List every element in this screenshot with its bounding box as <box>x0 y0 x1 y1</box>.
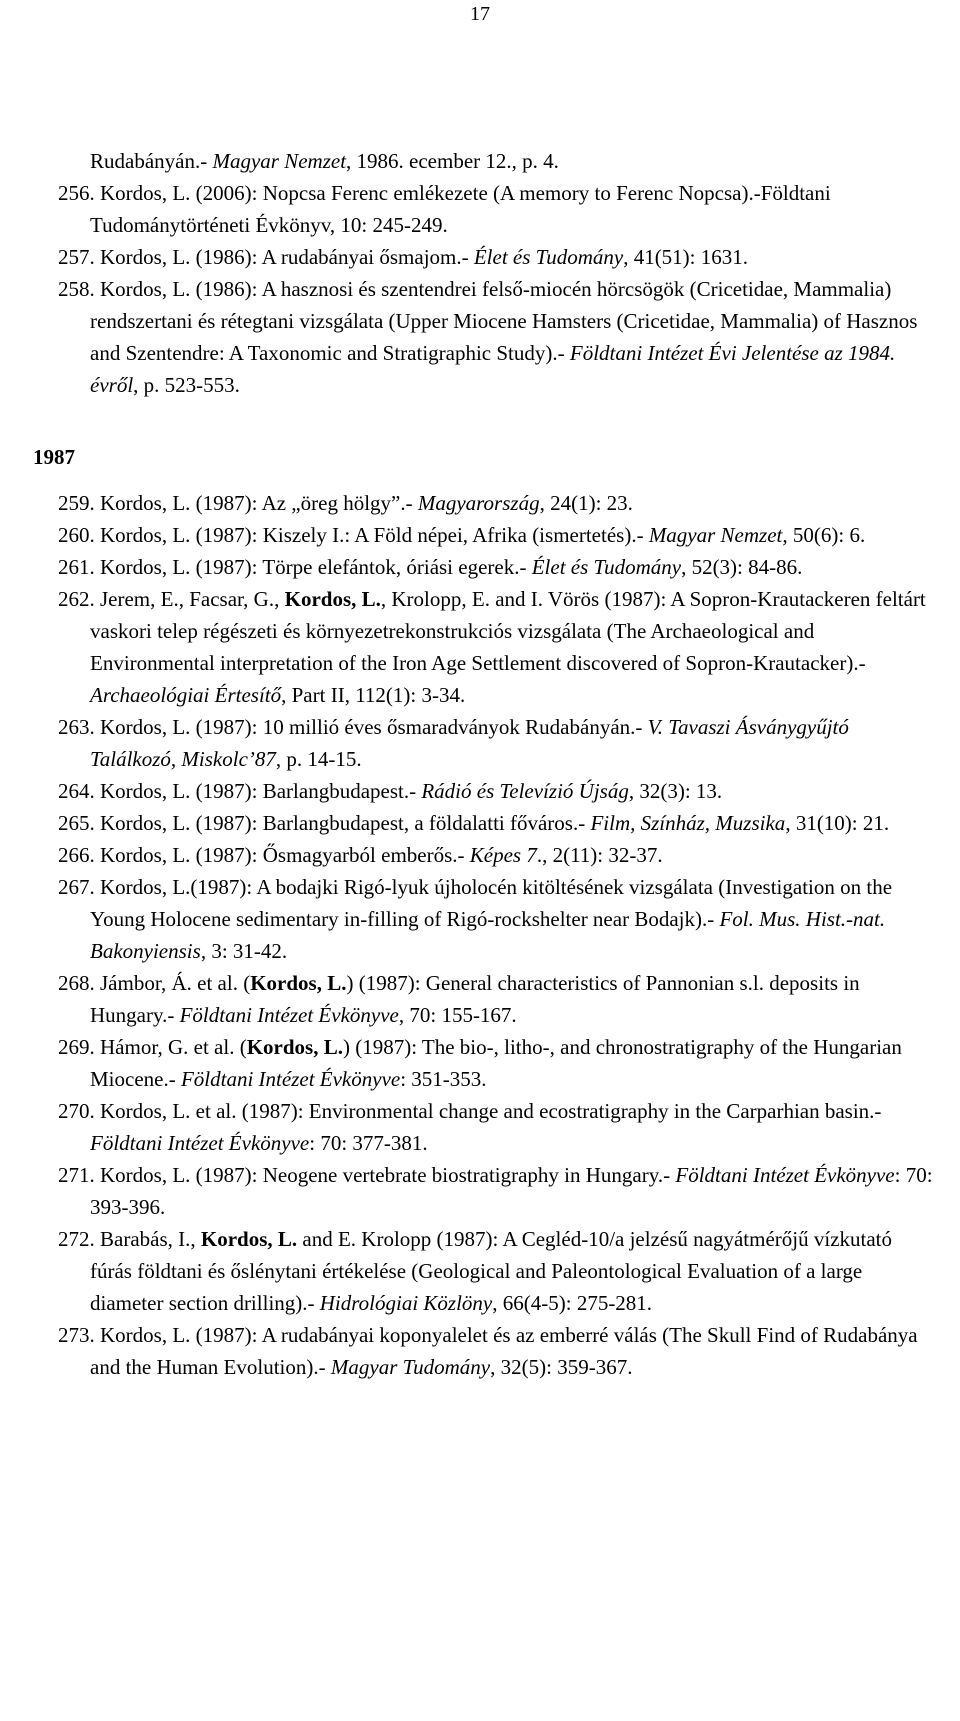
bibliography-entry <box>58 487 938 519</box>
entry-author-highlight: Kordos, L. <box>284 587 381 611</box>
entry-text: , 52(3): 84-86. <box>681 555 803 579</box>
entry-text: 272. Barabás, I., <box>58 1227 201 1251</box>
entry-source-title: Földtani Intézet Évkönyve <box>675 1163 895 1187</box>
entry-text: and E. Krolopp (1987): A Cegléd-10/a jelzésű nagyátmérőjű vízkutató fúrás földtani és őslénytani értékelése (Geological and Paleontological Evaluation of a large diameter section drilling).- <box>90 1227 893 1315</box>
entry-text: 273. Kordos, L. (1987): A rudabányai koponyalelet és az emberré válás (The Skull Find of Rudabánya and the Human Evolution).- <box>58 1323 918 1379</box>
bibliography-entry <box>58 551 938 583</box>
entry-source-title: Földtani Intézet Évi Jelentése az 1984. évről <box>90 341 896 397</box>
entry-text: 256. Kordos, L. (2006): Nopcsa Ferenc emlékezete (A memory to Ferenc Nopcsa).-Földtani Tudománytörténeti Évkönyv, 10: 245-249. <box>58 181 831 237</box>
entry-source-title: Hidrológiai Közlöny <box>319 1291 493 1315</box>
year-heading-1987: 1987 <box>33 445 75 469</box>
entry-text: Rudabányán.- <box>90 149 213 173</box>
entry-author-highlight: Kordos, L. <box>246 1035 343 1059</box>
entry-source-title: Magyar Nemzet <box>212 149 347 173</box>
entry-text: 266. Kordos, L. (1987): Ősmagyarból emberős.- <box>58 843 470 867</box>
page-number: 17 <box>470 3 490 25</box>
entry-text: : 70: 377-381. <box>309 1131 428 1155</box>
entry-text: , 1986. ecember 12., p. 4. <box>346 149 559 173</box>
entry-text: 258. Kordos, L. (1986): A hasznosi és szentendrei felső-miocén hörcsögök (Cricetidae, Mammalia) rendszertani és rétegtani vizsgálata (Upper Miocene Hamsters (Cricetidae, Mammalia) of Hasznos and Szentendre: A Taxonomic and Stratigraphic Study).- <box>58 277 918 365</box>
entry-text: 269. Hámor, G. et al. ( <box>58 1035 247 1059</box>
entries-1987 <box>58 487 938 1383</box>
bibliography-entry <box>58 1031 938 1095</box>
entry-text: 259. Kordos, L. (1987): Az „öreg hölgy”.- <box>58 491 418 515</box>
entry-source-title: Film, Színház, Muzsika <box>590 811 786 835</box>
entry-source-title: Magyarország <box>417 491 540 515</box>
entry-text: : 351-353. <box>400 1067 487 1091</box>
bibliography-entry <box>58 871 938 967</box>
entry-source-title: Képes 7 <box>469 843 537 867</box>
entry-text: 264. Kordos, L. (1987): Barlangbudapest.- <box>58 779 422 803</box>
entry-text: 265. Kordos, L. (1987): Barlangbudapest, a földalatti főváros.- <box>58 811 591 835</box>
entry-text: 260. Kordos, L. (1987): Kiszely I.: A Föld népei, Afrika (ismertetés).- <box>58 523 649 547</box>
bibliography-entry <box>58 273 938 401</box>
bibliography-entry <box>58 1159 938 1223</box>
bibliography-list <box>33 145 938 1383</box>
entry-source-title: Archaeológiai Értesítő <box>90 683 282 707</box>
entry-text: 268. Jámbor, Á. et al. ( <box>58 971 251 995</box>
bibliography-entry <box>58 583 938 711</box>
entry-text: , 24(1): 23. <box>539 491 633 515</box>
entry-source-title: Rádió és Televízió Újság <box>421 779 629 803</box>
entry-text: , 3: 31-42. <box>200 939 288 963</box>
entry-text: , 70: 155-167. <box>398 1003 517 1027</box>
entry-text: , 31(10): 21. <box>785 811 890 835</box>
entries-1986-continued <box>58 145 938 401</box>
entry-text: 270. Kordos, L. et al. (1987): Environmental change and ecostratigraphy in the Carparhian basin.- <box>58 1099 882 1123</box>
bibliography-entry <box>58 775 938 807</box>
entry-source-title: Földtani Intézet Évkönyve <box>180 1067 401 1091</box>
entry-source-title: Magyar Nemzet, <box>648 523 788 547</box>
bibliography-entry <box>58 145 938 177</box>
entry-text: , p. 14-15. <box>275 747 362 771</box>
entry-text: ., 2(11): 32-37. <box>536 843 663 867</box>
entry-source-title: V. Tavaszi Ásványgyűjtó Találkozó, Miskolc’87 <box>90 715 849 771</box>
bibliography-entry <box>58 1319 938 1383</box>
bibliography-entry <box>58 519 938 551</box>
bibliography-entry <box>58 807 938 839</box>
bibliography-entry <box>58 967 938 1031</box>
entry-text: , 41(51): 1631. <box>623 245 749 269</box>
entry-text: 50(6): 6. <box>787 523 866 547</box>
entry-text: 261. Kordos, L. (1987): Törpe elefántok, óriási egerek.- <box>58 555 532 579</box>
entry-text: , 66(4-5): 275-281. <box>492 1291 653 1315</box>
bibliography-entry <box>58 1095 938 1159</box>
entry-text: : 70: 393-396. <box>90 1163 933 1219</box>
bibliography-entry <box>58 177 938 241</box>
entry-text: , Part II, 112(1): 3-34. <box>281 683 466 707</box>
entry-text: , 32(3): 13. <box>628 779 723 803</box>
entry-text: 271. Kordos, L. (1987): Neogene vertebrate biostratigraphy in Hungary.- <box>58 1163 676 1187</box>
entry-text: , 32(5): 359-367. <box>490 1355 633 1379</box>
entry-source-title: Földtani Intézet Évkönyve <box>90 1131 310 1155</box>
entry-source-title: Földtani Intézet Évkönyve <box>179 1003 399 1027</box>
entry-text: 267. Kordos, L.(1987): A bodajki Rigó-lyuk újholocén kitöltésének vizsgálata (Investigation on the Young Holocene sedimentary in-filling of Rigó-rockshelter near Bodajk).- <box>58 875 893 931</box>
entry-text: , p. 523-553. <box>133 373 240 397</box>
entry-text: 263. Kordos, L. (1987): 10 millió éves ősmaradványok Rudabányán.- <box>58 715 648 739</box>
entry-author-highlight: Kordos, L. <box>200 1227 298 1251</box>
entry-source-title: Magyar Tudomány <box>330 1355 491 1379</box>
entry-author-highlight: Kordos, L. <box>250 971 347 995</box>
entry-text: ) (1987): The bio-, litho-, and chronostratigraphy of the Hungarian Miocene.- <box>90 1035 902 1091</box>
entry-text: 257. Kordos, L. (1986): A rudabányai ősmajom.- <box>58 245 474 269</box>
entry-text: , Krolopp, E. and I. Vörös (1987): A Sopron-Krautackeren feltárt vaskori telep régészeti és környezetrekonstrukciós vizsgálata (The Archaeological and Environmental interpretation of the Iron Age Settlement discovered of Sopron-Krautacker).- <box>90 587 926 675</box>
entry-source-title: Élet és Tudomány <box>531 555 682 579</box>
bibliography-entry <box>58 241 938 273</box>
bibliography-entry <box>58 711 938 775</box>
bibliography-entry <box>58 1223 938 1319</box>
entry-text: 262. Jerem, E., Facsar, G., <box>58 587 285 611</box>
bibliography-entry <box>58 839 938 871</box>
entry-text: ) (1987): General characteristics of Pannonian s.l. deposits in Hungary.- <box>90 971 860 1027</box>
entry-source-title: Fol. Mus. Hist.-nat. Bakonyiensis <box>90 907 886 963</box>
entry-source-title: Élet és Tudomány <box>473 245 624 269</box>
